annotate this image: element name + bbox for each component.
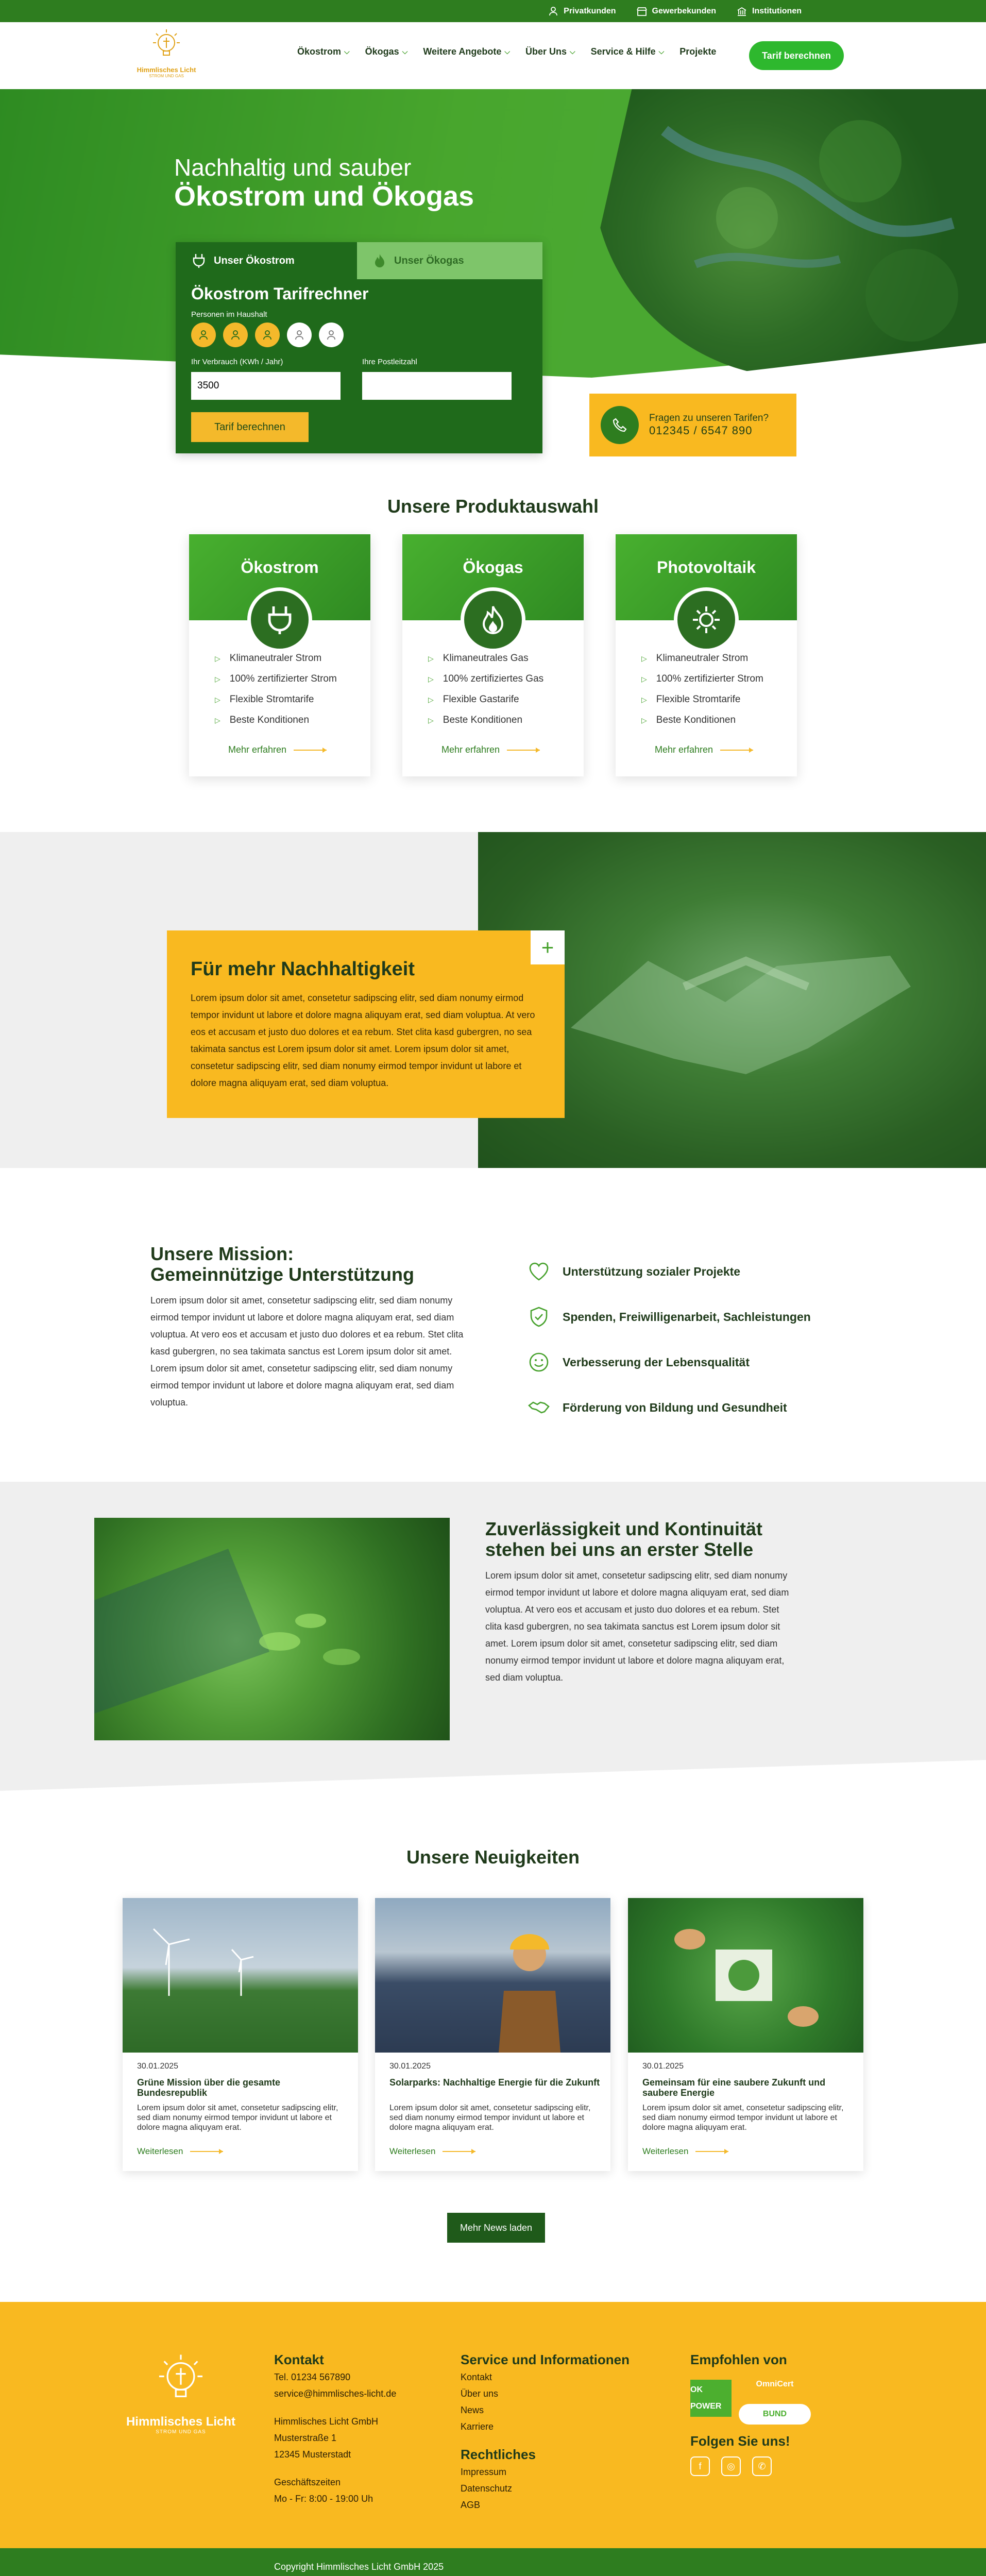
reliability-title: Zuverlässigkeit und Kontinuität stehen bei uns an erster Stelle — [485, 1518, 763, 1560]
sustainability-text: Lorem ipsum dolor sit amet, consetetur sadipscing elitr, sed diam nonumy eirmod tempor invidunt ut labore et dolore magna aliquyam erat, sed diam voluptua. At vero eos et accusam et justo duo dolores et ea rebum. Stet clita kasd gubergren, no sea takimata sanctus est Lorem ipsum dolor sit amet. Lorem ipsum dolor sit amet, consetetur sadipscing elitr, sed diam nonumy eirmod tempor invidunt ut labore et dolore magna aliquyam erat, sed diam voluptua. — [191, 993, 535, 1088]
seedling-solar-image — [94, 1518, 450, 1740]
product-icon-wrap — [461, 587, 525, 652]
news-image-wind-turbines — [123, 1898, 358, 2053]
person-icon — [294, 329, 305, 341]
footer-link[interactable]: Kontakt — [461, 2372, 492, 2382]
feature-item: ▷ Flexible Stromtarife — [215, 694, 314, 705]
product-card-photovoltaik — [616, 534, 797, 776]
person-icon — [326, 329, 337, 341]
news-card[interactable] — [628, 1898, 863, 2171]
news-title: Solarparks: Nachhaltige Energie für die Zukunft — [389, 2077, 600, 2088]
chevron-down-icon: ⌵ — [402, 47, 408, 56]
copyright-bar: Copyright Himmlisches Licht GmbH 2025 — [0, 2548, 986, 2576]
omnicert-badge[interactable]: OmniCert — [756, 2380, 794, 2388]
triangle-icon: ▷ — [428, 654, 434, 663]
more-link[interactable]: Mehr erfahren — [441, 744, 540, 755]
mission-item: Spenden, Freiwilligenarbeit, Sachleistungen — [528, 1294, 811, 1340]
badge-row — [690, 2372, 811, 2425]
reliability-text: Lorem ipsum dolor sit amet, consetetur sadipscing elitr, sed diam nonumy eirmod tempor invidunt ut labore et dolore magna aliquyam erat, sed diam voluptua. At vero eos et accusam et justo duo dolores et ea rebum. Stet clita kasd gubergren, no sea takimata sanctus est Lorem ipsum dolor sit amet. Lorem ipsum dolor sit amet, consetetur sadipscing elitr, sed diam nonumy eirmod tempor invidunt ut labore et dolore magna aliquyam erat, sed diam voluptua. — [485, 1570, 789, 1683]
flame-icon — [479, 604, 507, 635]
news-text: Lorem ipsum dolor sit amet, consetetur sadipscing elitr, sed diam nonumy eirmod tempor invidunt ut labore et dolore magna aliquyam erat. — [137, 2104, 338, 2132]
read-more-link[interactable]: Weiterlesen — [137, 2146, 223, 2157]
products-title: Unsere Produktauswahl — [387, 496, 599, 517]
social-icons — [690, 2456, 811, 2476]
mission-item: Förderung von Bildung und Gesundheit — [528, 1385, 811, 1430]
feature-item: ▷ Klimaneutraler Strom — [641, 653, 749, 664]
chevron-down-icon: ⌵ — [504, 47, 510, 56]
footer-link[interactable]: Datenschutz — [461, 2483, 513, 2494]
product-icon-wrap — [674, 587, 739, 652]
topbar-institutionen[interactable]: Institutionen — [737, 6, 802, 16]
contact-email[interactable]: service@himmlisches-licht.de — [274, 2388, 397, 2399]
header-tarif-button[interactable]: Tarif berechnen — [749, 41, 844, 70]
feature-item: ▷ Klimaneutrales Gas — [428, 653, 529, 664]
triangle-icon: ▷ — [215, 695, 220, 704]
footer-link[interactable]: Über uns — [461, 2388, 499, 2399]
topbar-gewerbekunden[interactable]: Gewerbekunden — [637, 6, 716, 16]
plus-icon[interactable]: + — [531, 930, 565, 964]
mission-title: Unsere Mission: Gemeinnützige Unterstützung — [150, 1243, 414, 1285]
plug-icon — [264, 604, 295, 635]
phone-contact-box[interactable] — [589, 394, 796, 456]
zip-input[interactable] — [362, 372, 512, 400]
footer-service: Service und Informationen Kontakt Über uns News Karriere Rechtliches Impressum Datenschutz AGB — [461, 2351, 630, 2513]
top-bar — [0, 0, 986, 22]
nav-service-hilfe[interactable]: Service & Hilfe ⌵ — [590, 46, 665, 57]
load-more-news-button[interactable]: Mehr News laden — [447, 2213, 545, 2243]
news-card[interactable] — [375, 1898, 610, 2171]
person-3-button[interactable] — [255, 323, 280, 347]
sun-icon — [691, 604, 722, 635]
nav-weitere-angebote[interactable]: Weitere Angebote ⌵ — [423, 46, 510, 57]
logo-sub: STROM UND GAS — [149, 74, 184, 78]
phone-text: Fragen zu unseren Tarifen? — [649, 413, 769, 423]
calculator-title: Ökostrom Tarifrechner — [191, 284, 369, 303]
sustainability-title: Für mehr Nachhaltigkeit — [191, 958, 415, 980]
phone-circle — [601, 406, 639, 444]
mission-item: Unterstützung sozialer Projekte — [528, 1249, 811, 1294]
mission-list — [528, 1249, 811, 1430]
footer-link[interactable]: Karriere — [461, 2421, 494, 2432]
news-title: Unsere Neuigkeiten — [406, 1846, 580, 1868]
product-name: Ökostrom — [189, 534, 370, 620]
feature-item: ▷ Beste Konditionen — [215, 715, 310, 725]
chevron-down-icon: ⌵ — [658, 47, 665, 56]
feature-item: ▷ 100% zertifizierter Strom — [215, 673, 337, 684]
feature-item: ▷ Flexible Gastarife — [428, 694, 519, 705]
bund-badge[interactable]: BUND — [739, 2404, 811, 2425]
feature-item: ▷ 100% zertifizierter Strom — [641, 673, 763, 684]
phone-icon — [611, 417, 628, 433]
mission-item: Verbesserung der Lebensqualität — [528, 1340, 811, 1385]
persons-selector — [191, 323, 344, 347]
triangle-icon: ▷ — [215, 654, 220, 663]
news-card[interactable] — [123, 1898, 358, 2171]
triangle-icon: ▷ — [428, 716, 434, 724]
lightbulb-cross-logo-icon — [150, 2351, 212, 2408]
mission-text: Lorem ipsum dolor sit amet, consetetur sadipscing elitr, sed diam nonumy eirmod tempor invidunt ut labore et dolore magna aliquyam erat, sed diam voluptua. At vero eos et accusam et justo duo dolores et ea rebum. Stet clita kasd gubergren, no sea takimata sanctus est Lorem ipsum dolor sit amet. Lorem ipsum dolor sit amet, consetetur sadipscing elitr, sed diam nonumy eirmod tempor invidunt ut labore et dolore magna aliquyam erat, sed diam voluptua. — [150, 1295, 464, 1408]
flame-icon — [372, 253, 387, 268]
read-more-link[interactable]: Weiterlesen — [642, 2146, 728, 2157]
institution-icon — [737, 6, 747, 16]
footer-contact: Kontakt Tel. 01234 567890 service@himmlisches-licht.de Himmlisches Licht GmbH Musterstraße 1 12345 Musterstadt Geschäftszeiten Mo - Fr: 8:00 - 19:00 Uh — [274, 2352, 397, 2504]
tab-oekostrom[interactable]: Unser Ökostrom — [176, 242, 357, 279]
hero-subtitle: Nachhaltig und sauber — [174, 154, 412, 181]
chevron-down-icon: ⌵ — [569, 47, 575, 56]
feature-item: ▷ Beste Konditionen — [428, 715, 523, 725]
news-title: Grüne Mission über die gesamte Bundesrepublik — [137, 2077, 281, 2098]
footer-link[interactable]: Impressum — [461, 2467, 507, 2477]
handshake-icon — [528, 1396, 550, 1419]
triangle-icon: ▷ — [215, 674, 220, 683]
logo-name: Himmlisches Licht — [137, 66, 196, 74]
footer — [0, 2302, 986, 2548]
news-text: Lorem ipsum dolor sit amet, consetetur sadipscing elitr, sed diam nonumy eirmod tempor invidunt ut labore et dolore magna aliquyam erat. — [642, 2104, 844, 2132]
whatsapp-icon[interactable]: ✆ — [752, 2456, 772, 2476]
smile-icon — [528, 1351, 550, 1374]
zip-label: Ihre Postleitzahl — [362, 358, 417, 366]
header — [0, 22, 986, 89]
feature-item: ▷ Beste Konditionen — [641, 715, 736, 725]
plug-icon — [191, 253, 207, 268]
more-link[interactable]: Mehr erfahren — [228, 744, 327, 755]
calculate-tariff-button[interactable]: Tarif berechnen — [191, 412, 309, 442]
product-card-oekogas — [402, 534, 584, 776]
footer-link[interactable]: News — [461, 2405, 484, 2415]
person-icon — [198, 329, 209, 341]
person-2-button[interactable] — [223, 323, 248, 347]
shield-check-icon — [528, 1306, 550, 1328]
triangle-icon: ▷ — [641, 695, 647, 704]
footer-link[interactable]: AGB — [461, 2500, 481, 2510]
triangle-icon: ▷ — [428, 695, 434, 704]
product-name: Photovoltaik — [616, 534, 797, 620]
chevron-down-icon: ⌵ — [344, 47, 350, 56]
product-card-oekostrom — [189, 534, 370, 776]
person-5-button[interactable] — [319, 323, 344, 347]
person-icon — [548, 6, 558, 16]
heart-icon — [528, 1260, 550, 1283]
hero-title: Ökostrom und Ökogas — [174, 181, 474, 212]
tab-oekogas[interactable]: Unser Ökogas — [357, 242, 542, 279]
facebook-icon[interactable]: f — [690, 2456, 710, 2476]
nav-oekogas[interactable]: Ökogas ⌵ — [365, 46, 408, 57]
triangle-icon: ▷ — [641, 716, 647, 724]
person-icon — [230, 329, 241, 341]
arrow-right-icon — [294, 750, 327, 751]
arrow-right-icon — [507, 750, 540, 751]
feature-list — [641, 653, 763, 735]
arrow-right-icon — [190, 2151, 223, 2152]
nav-ueber-uns[interactable]: Über Uns ⌵ — [525, 46, 575, 57]
triangle-icon: ▷ — [215, 716, 220, 724]
person-1-button[interactable] — [191, 323, 216, 347]
news-date: 30.01.2025 — [137, 2062, 179, 2071]
persons-label: Personen im Haushalt — [191, 310, 267, 319]
shop-icon — [637, 6, 647, 16]
instagram-icon[interactable]: ◎ — [721, 2456, 741, 2476]
news-date: 30.01.2025 — [389, 2062, 431, 2071]
product-icon-wrap — [247, 587, 312, 652]
usage-label: Ihr Verbrauch (KWh / Jahr) — [191, 358, 283, 366]
nav-oekostrom[interactable]: Ökostrom ⌵ — [297, 46, 350, 57]
person-4-button[interactable] — [287, 323, 312, 347]
nav-projekte[interactable]: Projekte — [679, 46, 717, 57]
news-date: 30.01.2025 — [642, 2062, 684, 2071]
footer-recommended: Empfohlen von OK POWER OmniCert BUND Folgen Sie uns! f ◎ ✆ — [690, 2351, 811, 2476]
ok-power-badge[interactable]: OK POWER — [690, 2380, 732, 2417]
footer-logo[interactable]: Himmlisches Licht STROM UND GAS — [122, 2351, 240, 2435]
arrow-right-icon — [695, 2151, 728, 2152]
feature-item: ▷ 100% zertifiziertes Gas — [428, 673, 544, 684]
triangle-icon: ▷ — [428, 674, 434, 683]
person-icon — [262, 329, 273, 341]
phone-number: 012345 / 6547 890 — [649, 424, 753, 437]
feature-list — [215, 653, 337, 735]
tariff-calculator — [176, 242, 542, 453]
topbar-privatkunden[interactable]: Privatkunden — [548, 6, 616, 16]
logo[interactable] — [135, 27, 197, 84]
arrow-right-icon — [720, 750, 753, 751]
triangle-icon: ▷ — [641, 674, 647, 683]
triangle-icon: ▷ — [641, 654, 647, 663]
more-link[interactable]: Mehr erfahren — [655, 744, 753, 755]
product-name: Ökogas — [402, 534, 584, 620]
feature-item: ▷ Klimaneutraler Strom — [215, 653, 322, 664]
feature-item: ▷ Flexible Stromtarife — [641, 694, 741, 705]
contact-phone[interactable]: Tel. 01234 567890 — [274, 2372, 351, 2382]
usage-input[interactable] — [191, 372, 341, 400]
news-title: Gemeinsam für eine saubere Zukunft und saubere Energie — [642, 2077, 826, 2098]
arrow-right-icon — [443, 2151, 475, 2152]
sustainability-box — [167, 930, 565, 1118]
news-text: Lorem ipsum dolor sit amet, consetetur sadipscing elitr, sed diam nonumy eirmod tempor invidunt ut labore et dolore magna aliquyam erat. — [389, 2104, 591, 2132]
main-nav — [297, 46, 716, 57]
news-image-solar-worker — [375, 1898, 610, 2053]
feature-list — [428, 653, 543, 735]
news-image-puzzle-hands — [628, 1898, 863, 2053]
lightbulb-cross-logo-icon — [148, 27, 184, 62]
read-more-link[interactable]: Weiterlesen — [389, 2146, 475, 2157]
